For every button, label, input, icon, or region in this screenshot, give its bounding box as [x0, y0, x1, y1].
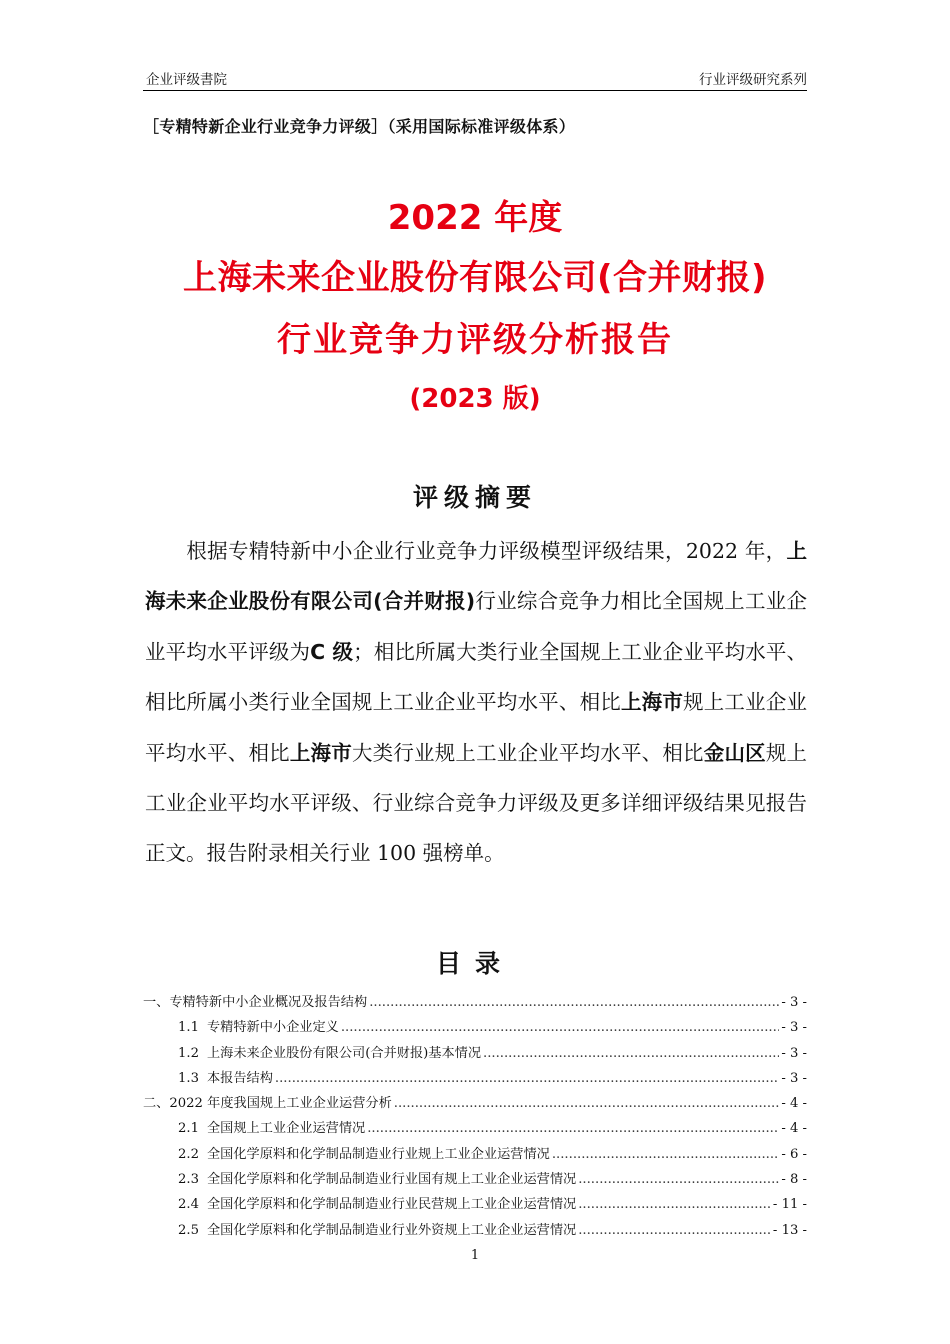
page-header: [143, 66, 807, 91]
toc-entry-page: - 6 -: [781, 1146, 807, 1162]
header-publisher: 企业评级書院: [146, 72, 227, 88]
toc-entry-page: - 13 -: [772, 1222, 807, 1238]
header-series: 行业评级研究系列: [699, 72, 807, 88]
toc-entry-number: 1.1: [178, 1020, 199, 1036]
toc-entry-number: 2.4: [178, 1197, 199, 1213]
toc-entry[interactable]: [143, 990, 807, 1015]
toc-entry-page: - 3 -: [781, 1045, 807, 1061]
toc-entry-title: 专精特新中小企业定义: [206, 1020, 339, 1036]
toc-entry[interactable]: [143, 1091, 807, 1116]
summary-district: 金山区: [703, 740, 766, 765]
summary-company: 上海未来企业股份有限公司(合并财报): [145, 539, 807, 614]
toc-entry-title: 一、专精特新中小企业概况及报告结构: [143, 995, 368, 1010]
toc-entry[interactable]: [143, 1066, 807, 1091]
toc-entry-number: 2.5: [178, 1222, 199, 1238]
toc-entry[interactable]: [143, 1015, 807, 1040]
toc-entry-number: 1.2: [178, 1045, 199, 1061]
toc-dot-leader: [275, 1066, 779, 1091]
summary-paragraph: 根据专精特新中小企业行业竞争力评级模型评级结果，2022 年，上海未来企业股份有限公司(合并财报)行业综合竞争力相比全国规上工业企业平均水平评级为C 级；相比所属大类行业全国规上工业企业平均水平、相比所属小类行业全国规上工业企业平均水平、相比上海市规上工业企业平均水平、相比上海市大类行业规上工业企业平均水平、相比金山区规上工业企业平均水平评级、行业综合竞争力评级及更多详细评级结果见报告正文。报告附录相关行业 100 强榜单。: [145, 539, 808, 866]
toc-dot-leader: [394, 1091, 780, 1116]
toc-dot-leader: [578, 1167, 779, 1192]
series-label: ［专精特新企业行业竞争力评级］（采用国际标准评级体系）: [143, 117, 576, 136]
toc-dot-leader: [552, 1142, 779, 1167]
toc-entry-title: 本报告结构: [206, 1070, 273, 1086]
toc-dot-leader: [341, 1015, 779, 1040]
toc-dot-leader: [369, 990, 779, 1015]
toc-entry[interactable]: [143, 1192, 807, 1217]
toc-dot-leader: [367, 1116, 779, 1141]
title-report: 行业竞争力评级分析报告: [277, 320, 673, 360]
toc-entry-page: - 3 -: [781, 1020, 807, 1036]
toc-dot-leader: [578, 1192, 771, 1217]
summary-heading: 评级摘要: [412, 483, 537, 512]
toc-entry-number: 2.2: [178, 1146, 199, 1162]
table-of-contents: [143, 990, 807, 1243]
toc-entry[interactable]: [143, 1167, 807, 1192]
toc-entry-title: 全国规上工业企业运营情况: [206, 1121, 366, 1137]
toc-entry-number: 2.3: [178, 1172, 199, 1188]
toc-entry-title: 二、2022 年度我国规上工业企业运营分析: [143, 1096, 392, 1112]
toc-entry-page: - 4 -: [781, 1121, 807, 1137]
toc-entry-title: 全国化学原料和化学制品制造业行业规上工业企业运营情况: [206, 1146, 550, 1162]
toc-entry[interactable]: [143, 1142, 807, 1167]
summary-city: 上海市: [620, 690, 684, 715]
toc-entry-number: 2.1: [178, 1121, 199, 1137]
toc-dot-leader: [578, 1218, 771, 1243]
toc-entry-page: - 4 -: [781, 1096, 807, 1112]
toc-entry-page: - 8 -: [781, 1172, 807, 1188]
toc-entry-title: 全国化学原料和化学制品制造业行业外资规上工业企业运营情况: [206, 1222, 577, 1238]
title-year: 2022 年度: [387, 198, 563, 238]
summary-city: 上海市: [289, 740, 352, 765]
toc-entry-page: - 11 -: [772, 1197, 807, 1213]
toc-heading: 目录: [435, 949, 514, 978]
toc-entry-title: 全国化学原料和化学制品制造业行业国有规上工业企业运营情况: [206, 1172, 577, 1188]
toc-entry-page: - 3 -: [781, 1070, 807, 1086]
toc-entry[interactable]: [143, 1041, 807, 1066]
toc-entry[interactable]: [143, 1116, 807, 1141]
title-company: 上海未来企业股份有限公司(合并财报): [182, 258, 768, 298]
toc-entry-number: 1.3: [178, 1070, 199, 1086]
toc-entry[interactable]: [143, 1218, 807, 1243]
toc-dot-leader: [483, 1041, 779, 1066]
summary-grade: C 级: [310, 639, 354, 664]
page-number: 1: [470, 1248, 480, 1263]
toc-entry-title: 全国化学原料和化学制品制造业行业民营规上工业企业运营情况: [206, 1197, 577, 1213]
toc-entry-title: 上海未来企业股份有限公司(合并财报)基本情况: [206, 1045, 482, 1061]
title-edition: (2023 版): [409, 384, 541, 414]
toc-entry-page: - 3 -: [781, 995, 807, 1010]
